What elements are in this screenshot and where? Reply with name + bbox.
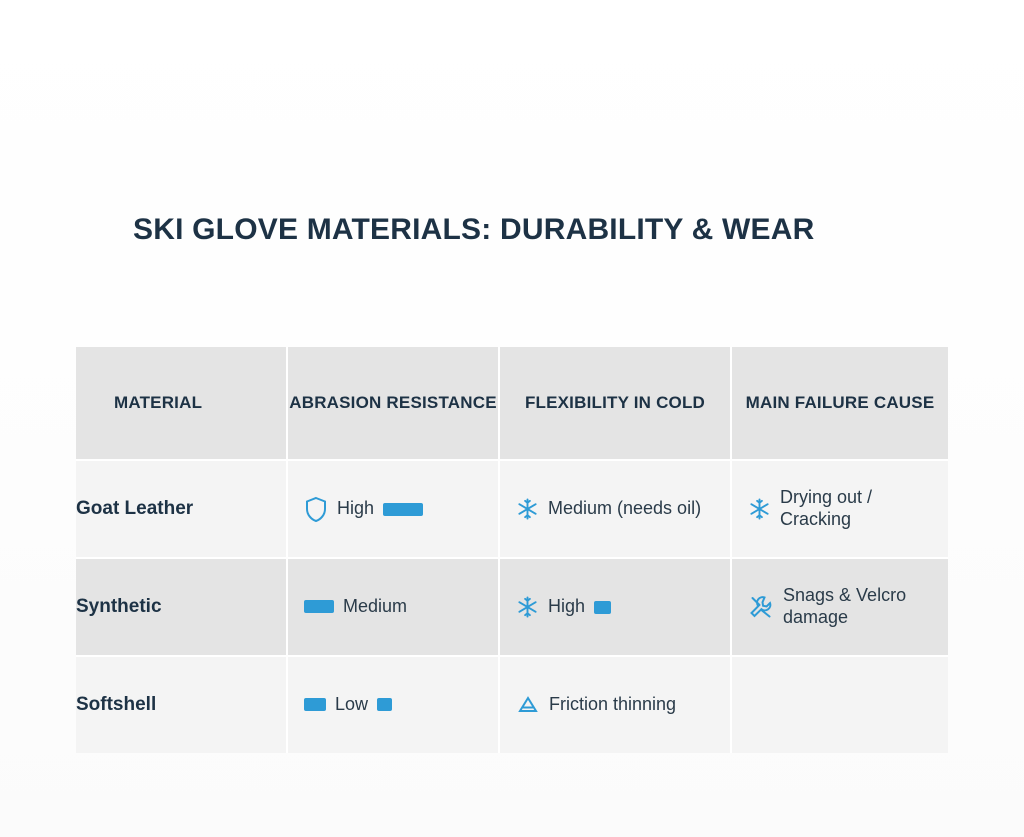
- abrasion-label: High: [337, 498, 375, 519]
- abrasion-label: Low: [335, 694, 369, 715]
- cell-abrasion: [287, 460, 499, 558]
- table-row: [76, 460, 948, 558]
- cell-abrasion: [287, 558, 499, 656]
- abrasion-bar: [304, 698, 326, 711]
- table-row: [76, 656, 948, 753]
- cell-flexibility: [499, 656, 731, 753]
- abrasion-bar: [304, 600, 334, 613]
- snowflake-icon: [516, 595, 539, 619]
- flexibility-bar: [594, 601, 611, 614]
- cell-flexibility: [499, 460, 731, 558]
- abrasion-bar: [383, 503, 423, 516]
- flexibility-label: Friction thinning: [549, 694, 677, 715]
- cell-material: Synthetic: [76, 558, 287, 656]
- shield-icon: [304, 496, 328, 523]
- snowflake-icon: [516, 497, 539, 521]
- flexibility-label: High: [548, 596, 586, 617]
- column-header-main-failure-cause: MAIN FAILURE CAUSE: [731, 347, 948, 460]
- cell-failure: [731, 460, 948, 558]
- abrasion-label: Medium: [343, 596, 408, 617]
- wrench-icon: [748, 594, 774, 620]
- cell-material: Goat Leather: [76, 460, 287, 558]
- cell-failure: [731, 656, 948, 753]
- triangle-icon: [516, 694, 540, 716]
- column-header-material: MATERIAL: [76, 347, 287, 460]
- materials-table: [76, 347, 948, 753]
- page-title: SKI GLOVE MATERIALS: DURABILITY & WEAR: [133, 213, 815, 246]
- cell-material: Softshell: [76, 656, 287, 753]
- cell-failure: [731, 558, 948, 656]
- cell-abrasion: [287, 656, 499, 753]
- failure-label: Snags & Velcro damage: [783, 585, 907, 627]
- column-header-abrasion-resistance: ABRASION RESISTANCE: [287, 347, 499, 460]
- flexibility-label: Medium (needs oil): [548, 498, 702, 519]
- abrasion-bar-secondary: [377, 698, 392, 711]
- table-header-row: [76, 347, 948, 460]
- failure-label: Drying out / Cracking: [780, 487, 873, 529]
- snowflake-icon: [748, 497, 771, 521]
- column-header-flexibility-in-cold: FLEXIBILITY IN COLD: [499, 347, 731, 460]
- cell-flexibility: [499, 558, 731, 656]
- table-row: [76, 558, 948, 656]
